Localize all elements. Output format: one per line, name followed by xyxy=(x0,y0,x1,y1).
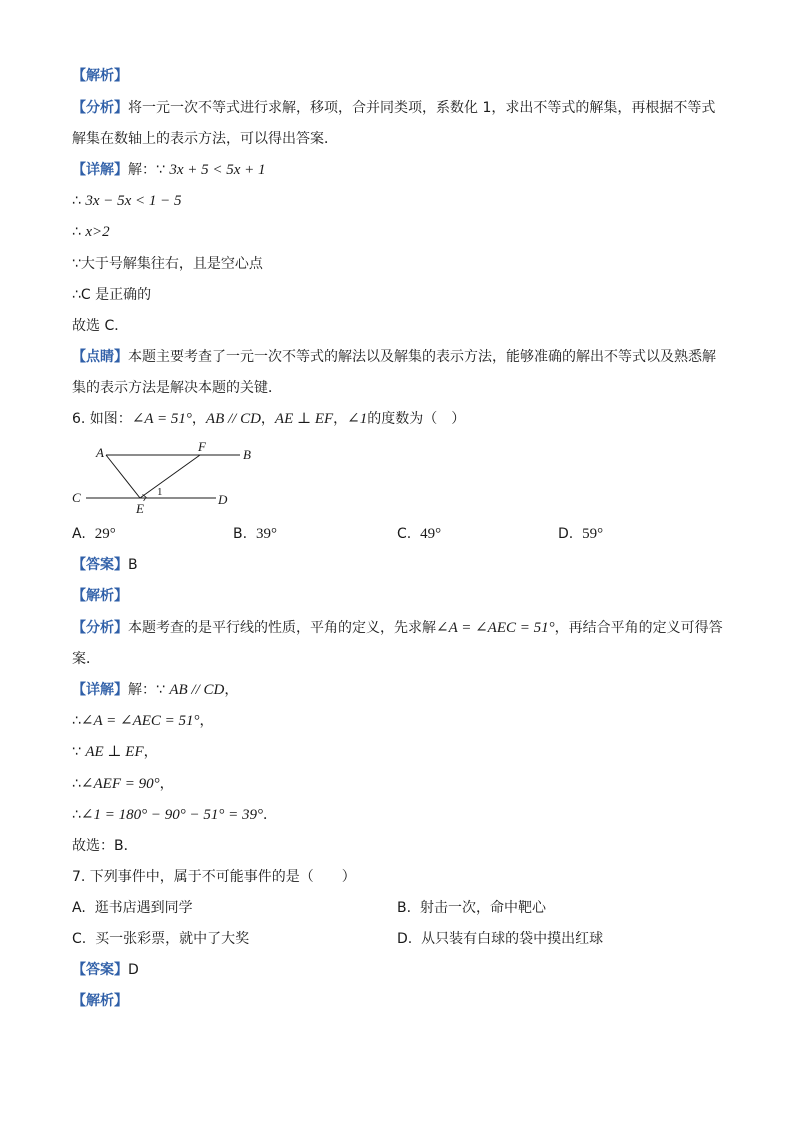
geometry-figure xyxy=(68,438,258,518)
answer-line: 【答案】B xyxy=(72,557,138,573)
segment-ef xyxy=(140,455,200,498)
solution-line: 【详解】解：∵ AB // CD， xyxy=(72,682,239,698)
label-d: D xyxy=(218,492,228,507)
label-angle-1: 1 xyxy=(157,486,163,498)
solution-line: 【详解】解：∵ 3x + 5 < 5x + 1 xyxy=(72,162,266,178)
question-stem: 6. 如图：∠A = 51°，AB // CD，AE ⊥ EF，∠1的度数为（ ） xyxy=(72,411,466,427)
solution-step: ∴∠1 = 180° − 90° − 51° = 39°． xyxy=(72,807,277,823)
option-b: B. 射击一次，命中靶心 xyxy=(397,900,546,916)
solution-step: ∴ 3x − 5x < 1 − 5 xyxy=(72,193,182,209)
jiexi-heading: 【解析】 xyxy=(72,993,128,1009)
option-d: D. 59° xyxy=(558,526,604,542)
analysis-line: 案． xyxy=(72,651,100,667)
jiexi-heading: 【解析】 xyxy=(72,68,128,84)
solution-step: ∴C 是正确的 xyxy=(72,287,152,303)
analysis-line: 【分析】本题考查的是平行线的性质，平角的定义，先求解∠A = ∠AEC = 51°，再结合平角的定义可得答 xyxy=(72,620,723,636)
option-c: C. 49° xyxy=(397,526,442,542)
option-b: B. 39° xyxy=(233,526,277,542)
answer-line: 【答案】D xyxy=(72,962,139,978)
remark-line: 集的表示方法是解决本题的关键． xyxy=(72,380,282,396)
label-a: A xyxy=(96,445,104,460)
solution-step: ∴ x>2 xyxy=(72,224,110,240)
solution-step: ∴∠A = ∠AEC = 51°， xyxy=(72,713,214,729)
remark-line: 【点睛】本题主要考查了一元一次不等式的解法以及解集的表示方法，能够准确的解出不等式以及熟悉解 xyxy=(72,349,716,365)
choose-line: 故选：B． xyxy=(72,838,138,854)
question-stem: 7. 下列事件中，属于不可能事件的是（ ） xyxy=(72,869,356,885)
label-f: F xyxy=(198,439,206,454)
option-d: D. 从只装有白球的袋中摸出红球 xyxy=(397,931,604,947)
option-a: A. 29° xyxy=(72,526,116,542)
choose-line: 故选 C． xyxy=(72,318,129,334)
label-b: B xyxy=(243,447,251,462)
solution-step: ∵大于号解集往右，且是空心点 xyxy=(72,256,263,272)
analysis-line: 【分析】将一元一次不等式进行求解，移项，合并同类项，系数化 1，求出不等式的解集，再根据不等式 xyxy=(72,100,716,116)
solution-step: ∵ AE ⊥ EF， xyxy=(72,744,158,760)
label-e: E xyxy=(136,501,144,516)
analysis-line: 解集在数轴上的表示方法，可以得出答案． xyxy=(72,131,338,147)
segment-ae xyxy=(106,455,140,498)
label-c: C xyxy=(72,490,81,505)
jiexi-heading: 【解析】 xyxy=(72,588,128,604)
solution-step: ∴∠AEF = 90°， xyxy=(72,776,174,792)
option-c: C. 买一张彩票，就中了大奖 xyxy=(72,931,250,947)
option-a: A. 逛书店遇到同学 xyxy=(72,900,193,916)
